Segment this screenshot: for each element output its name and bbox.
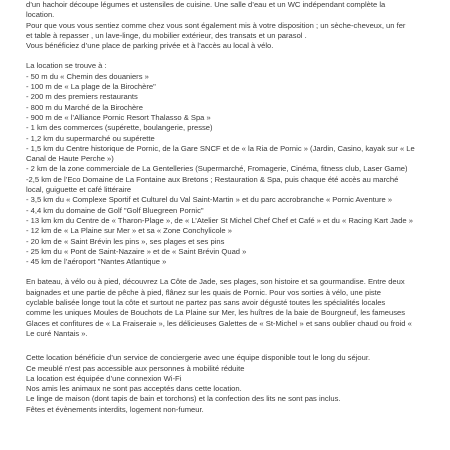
text-line: location. xyxy=(26,10,55,20)
text-line: et table à repasser , un lave-linge, du mobilier extérieur, des transats et un parasol . xyxy=(26,30,307,40)
list-item: - 13 km km du Centre de « Tharon-Plage », de « L’Atelier St Michel Chef Chef et Café » et du « Racing Kart Jade » xyxy=(26,215,413,225)
list-item: - 1,2 km du supermarché ou supérette xyxy=(26,133,155,143)
text-line: Nos amis les animaux ne sont pas acceptés dans cette location. xyxy=(26,384,242,394)
text-line: Le linge de maison (dont tapis de bain et torchons) et la confection des lits ne sont pas inclus. xyxy=(26,394,341,404)
list-item: - 4,4 km du domaine de Golf "Golf Bluegreen Pornic" xyxy=(26,205,204,215)
info-paragraph xyxy=(26,353,444,415)
text-line: cyclable balisée longe tout la côte et surtout ne partez pas sans avoir dégusté toutes les spécialités locales xyxy=(26,298,386,308)
list-item: - 12 km de « La Plaine sur Mer » et sa « Zone Conchylicole » xyxy=(26,226,232,236)
list-item: - 100 m de « La plage de la Birochère" xyxy=(26,82,156,92)
text-line: baignades et une partie de pêche à pied, flânez sur les quais de Pornic. Pour vos sorties à vélo, une piste xyxy=(26,287,382,297)
list-item: - 20 km de « Saint Brévin les pins », ses plages et ses pins xyxy=(26,236,225,246)
text-line: Fêtes et évènements interdits, logement non-fumeur. xyxy=(26,404,204,414)
list-item: - 50 m du « Chemin des douaniers » xyxy=(26,71,149,81)
activities-paragraph xyxy=(26,277,444,339)
text-line: Vous bénéficiez d’une place de parking privée et à l’accès au local à vélo. xyxy=(26,41,274,51)
list-item: - 800 m du Marché de la Birochère xyxy=(26,102,143,112)
list-item: - 45 km de l’aéroport "Nantes Atlantique » xyxy=(26,257,167,267)
list-item: Canal de Haute Perche ») xyxy=(26,154,114,164)
text-line: Ce meublé n'est pas accessible aux personnes à mobilité réduite xyxy=(26,363,245,373)
text-line: Glaces et confitures de « La Fraiseraie », les délicieuses Galettes de « St-Michel » et sans oublier chaud ou froid « xyxy=(26,318,412,328)
location-heading: La location se trouve à : xyxy=(26,61,107,71)
location-list xyxy=(26,61,444,267)
intro-paragraph xyxy=(26,0,444,51)
list-item: -2,5 km de l’Eco Domaine de La Fontaine aux Bretons ; Restauration & Spa, puis chaque été accès au marché xyxy=(26,174,399,184)
list-item: - 2 km de la zone commerciale de La Gentelleries (Supermarché, Fromagerie, Cinéma, fitness club, Laser Game) xyxy=(26,164,408,174)
list-item: - 25 km du « Pont de Saint-Nazaire » et de « Saint Brévin Quad » xyxy=(26,246,247,256)
list-item: - 1,5 km du Centre historique de Pornic, de la Gare SNCF et de « la Ria de Pornic » (Jardin, Casino, kayak sur « Le xyxy=(26,143,415,153)
list-item: - 200 m des premiers restaurants xyxy=(26,92,138,102)
text-line: d’un hachoir découpe légumes et ustensiles de cuisine. Une salle d’eau et un WC indépendant complète la xyxy=(26,0,386,9)
list-item: local, guiguette et café littéraire xyxy=(26,185,132,195)
text-line: Pour que vous vous sentiez comme chez vous sont également mis à votre disposition ; un sèche-cheveux, un fer xyxy=(26,20,406,30)
text-line: Cette location bénéficie d’un service de conciergerie avec une équipe disponible tout le long du séjour. xyxy=(26,353,371,363)
list-item: - 900 m de « l’Alliance Pornic Resort Thalasso & Spa » xyxy=(26,112,211,122)
text-line: La location est équipée d’une connexion Wi-Fi xyxy=(26,373,182,383)
list-item: - 3,5 km du « Complexe Sportif et Culturel du Val Saint-Martin » et du parc accrobranche « Pornic Aventure » xyxy=(26,195,393,205)
text-line: En bateau, à vélo ou à pied, découvrez La Côte de Jade, ses plages, son histoire et sa gourmandise. Entre deux xyxy=(26,277,405,287)
text-line: comme les uniques Moules de Bouchots de La Plaine sur Mer, les huîtres de la baie de Bourgneuf, les fameuses xyxy=(26,308,406,318)
list-item: - 1 km des commerces (supérette, boulangerie, presse) xyxy=(26,123,213,133)
text-line: Le curé Nantais ». xyxy=(26,328,88,338)
